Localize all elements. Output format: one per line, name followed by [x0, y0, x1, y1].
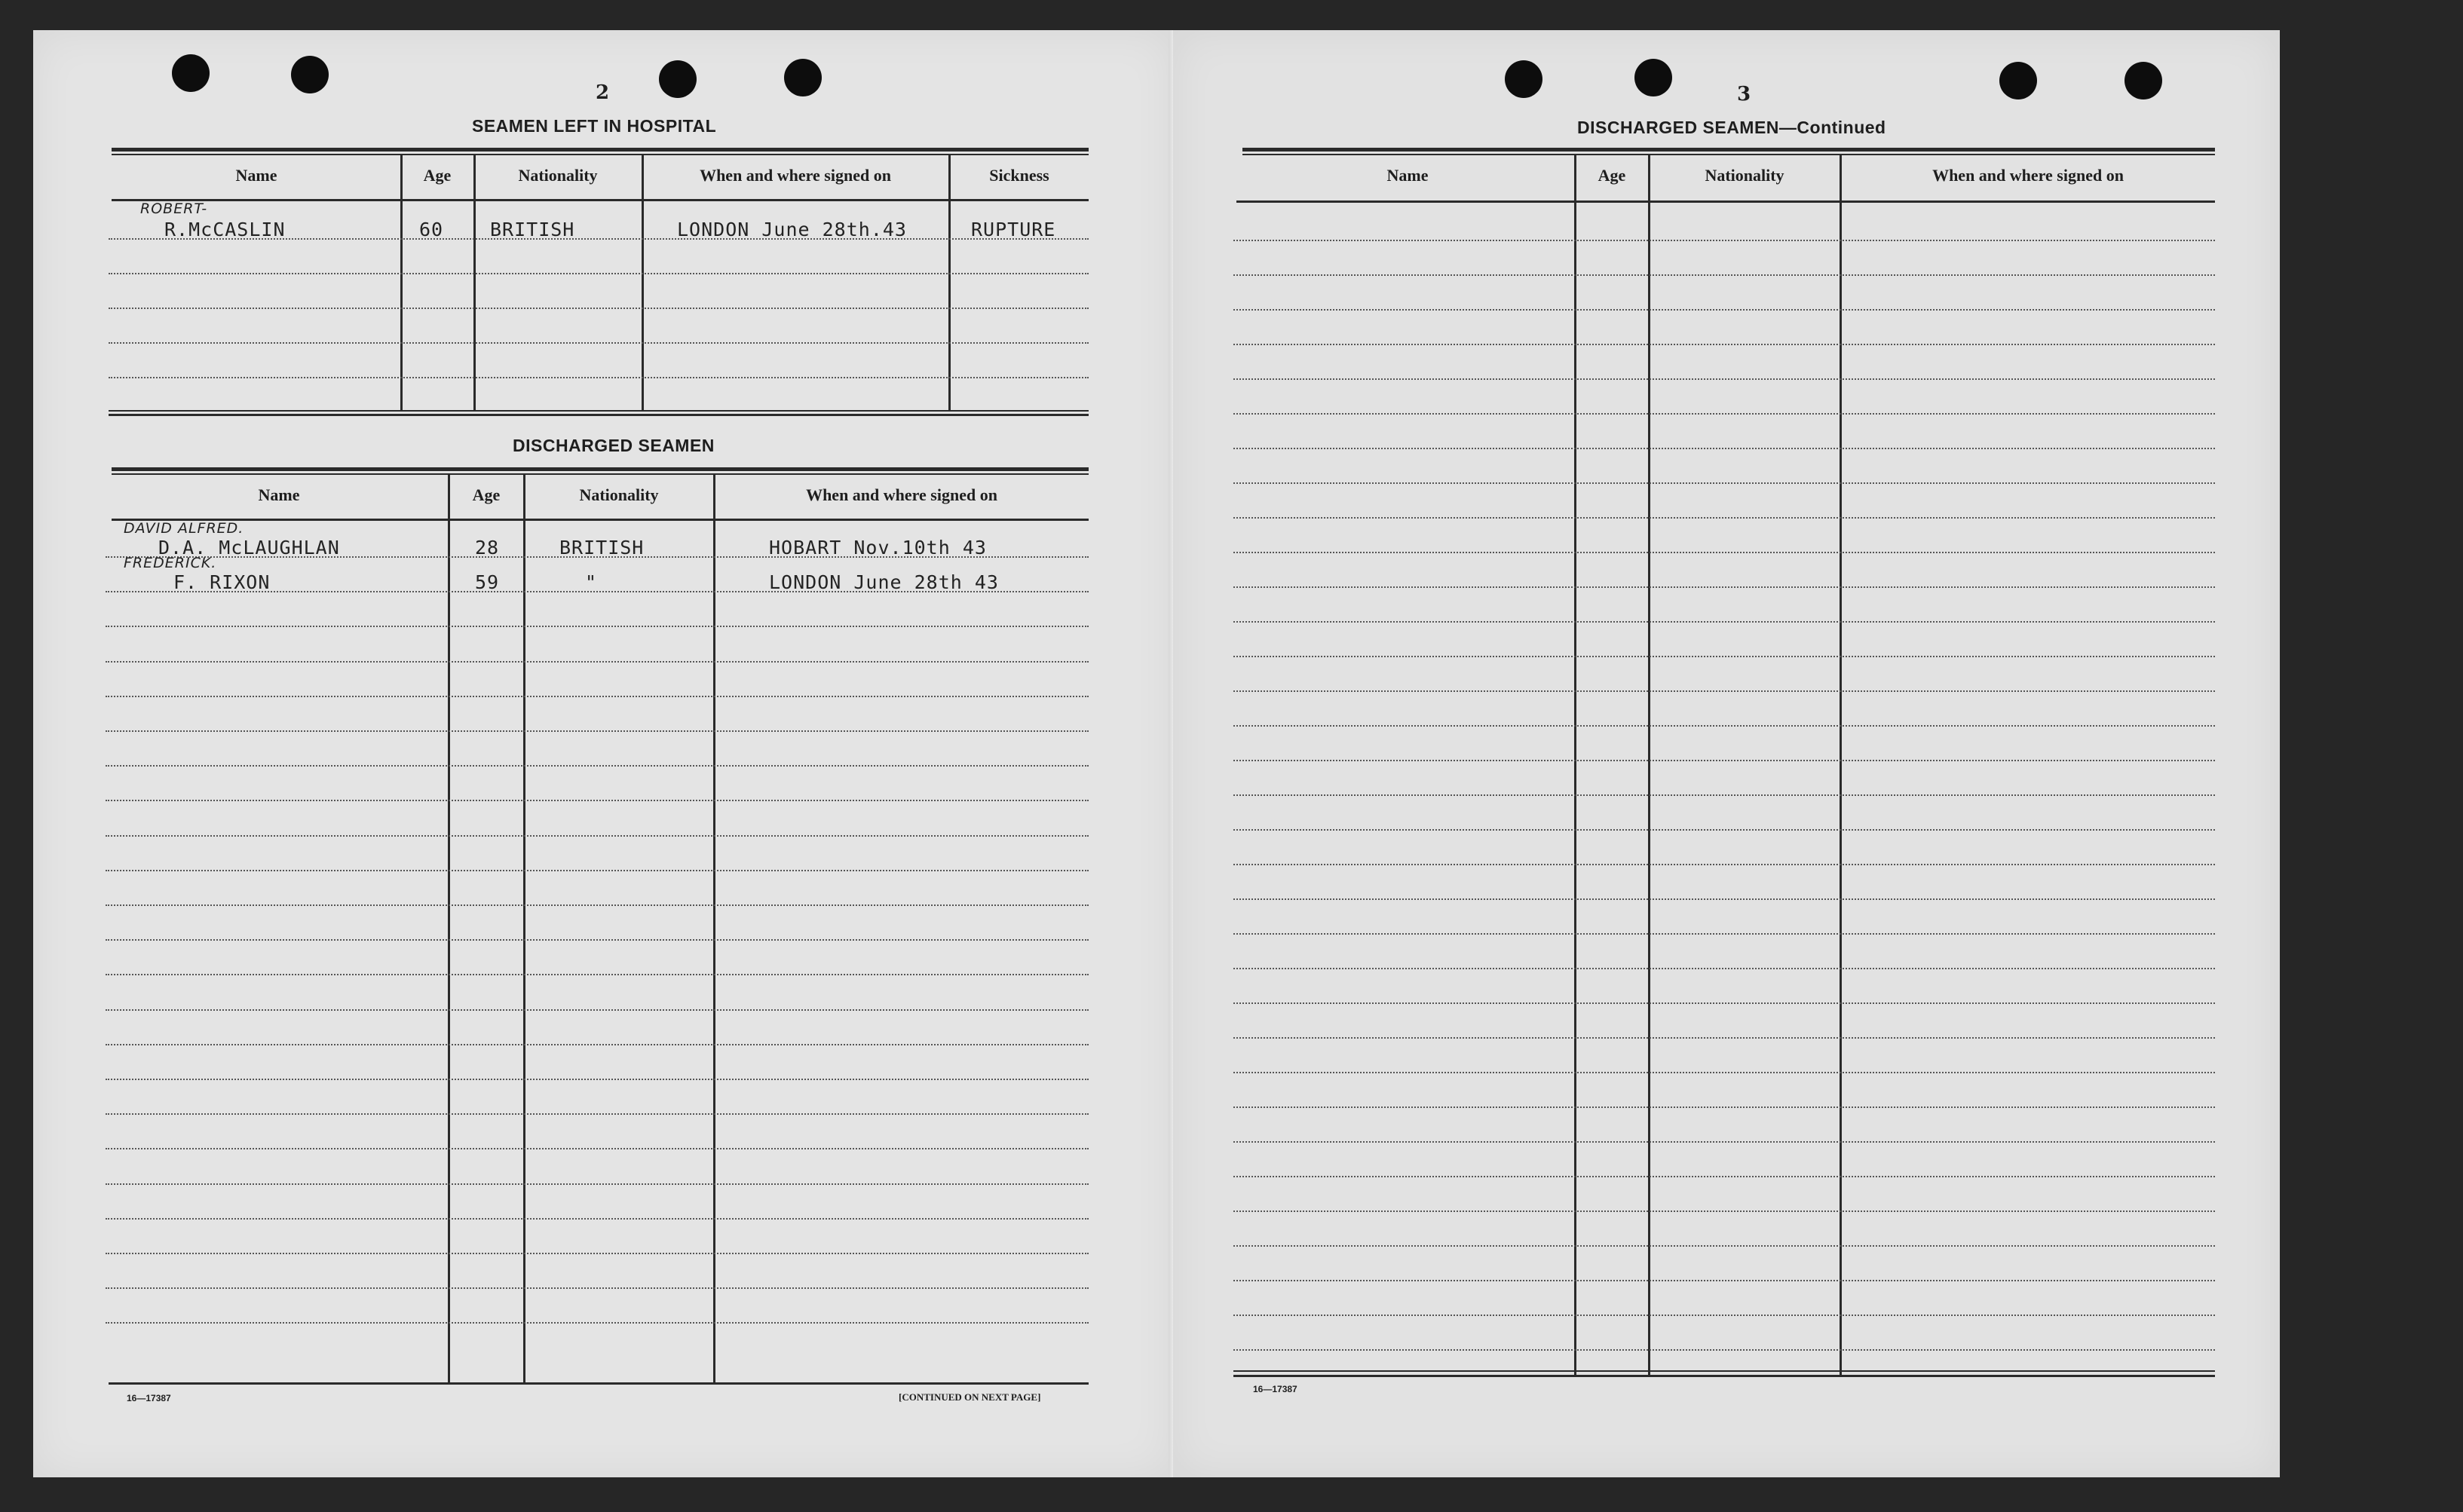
punch-hole	[172, 54, 210, 92]
table-row-line	[1233, 690, 2215, 692]
table-row-line	[109, 273, 1089, 274]
column-header-name: Name	[235, 166, 277, 185]
right-page	[1173, 30, 2280, 1477]
table-row-line	[106, 1253, 1089, 1254]
table-row-line	[1233, 933, 2215, 935]
table-row-line	[1233, 482, 2215, 484]
table-row-line	[1233, 517, 2215, 519]
column-header-signed-on: When and where signed on	[806, 485, 997, 504]
table-row-line	[106, 904, 1089, 906]
table-row-line	[109, 308, 1089, 309]
table-row-line	[1233, 864, 2215, 865]
left-page	[33, 30, 1173, 1477]
table-row-line	[1233, 413, 2215, 415]
punch-hole	[291, 56, 329, 93]
table-rule	[112, 148, 1089, 152]
punch-hole	[1634, 59, 1672, 96]
seaman-age: 28	[475, 537, 500, 559]
table-rule	[109, 1382, 1089, 1385]
table-row-line	[106, 1044, 1089, 1045]
table-row-line	[1233, 344, 2215, 345]
table-row-line	[1233, 1106, 2215, 1108]
punch-hole	[1505, 60, 1542, 98]
column-header-age: Age	[423, 166, 452, 185]
table-row-line	[1233, 968, 2215, 969]
table-row-line	[1233, 898, 2215, 900]
table-row-line	[106, 1322, 1089, 1324]
table-row-line	[106, 939, 1089, 941]
table-rule	[109, 410, 1089, 412]
column-header-sickness: Sickness	[989, 166, 1049, 185]
table-row-line	[106, 1009, 1089, 1011]
table-row-line	[1233, 1211, 2215, 1212]
table-row-line	[1233, 586, 2215, 588]
table-row-line	[106, 835, 1089, 837]
handwritten-first-name: FREDERICK.	[124, 555, 217, 571]
punch-hole	[659, 60, 697, 98]
table-row-line	[106, 661, 1089, 663]
table-rule	[1236, 200, 2215, 203]
table-rule	[112, 199, 1089, 201]
table-row-line	[1233, 274, 2215, 276]
handwritten-first-name: DAVID ALFRED.	[124, 520, 244, 537]
table-row-line	[106, 730, 1089, 732]
table-row-line	[1233, 760, 2215, 761]
table-row-line	[106, 1218, 1089, 1220]
table-row-line	[106, 974, 1089, 975]
discharged-section-title: DISCHARGED SEAMEN	[513, 436, 715, 455]
table-row-line	[106, 800, 1089, 801]
table-rule	[1242, 154, 2215, 155]
column-divider	[948, 154, 951, 412]
table-row-line	[1233, 829, 2215, 831]
hospital-section-title: SEAMEN LEFT IN HOSPITAL	[472, 116, 717, 136]
table-row-line	[1233, 1280, 2215, 1281]
table-row-line	[1233, 552, 2215, 553]
seaman-nationality: BRITISH	[490, 219, 575, 240]
column-divider	[448, 473, 450, 1384]
table-row-line	[106, 1148, 1089, 1149]
table-row-line	[106, 1287, 1089, 1289]
punch-hole	[1999, 62, 2037, 99]
page-number: 3	[1737, 83, 1751, 106]
column-header-signed-on: When and where signed on	[700, 166, 891, 185]
table-row-line	[1233, 1072, 2215, 1073]
seaman-name: F. RIXON	[173, 571, 271, 593]
seaman-nationality: BRITISH	[559, 537, 645, 559]
table-row-line	[1233, 794, 2215, 796]
table-row-line	[1233, 1037, 2215, 1039]
table-row-line	[106, 1079, 1089, 1080]
table-row-line	[106, 626, 1089, 627]
seaman-signed-on: HOBART Nov.10th 43	[769, 537, 987, 559]
table-rule	[112, 473, 1089, 475]
table-row-line	[1233, 725, 2215, 727]
punch-hole	[2124, 62, 2162, 99]
column-header-age: Age	[472, 485, 501, 504]
column-divider	[523, 473, 525, 1384]
table-row-line	[1233, 1176, 2215, 1177]
table-row-line	[106, 765, 1089, 767]
seaman-age: 59	[475, 571, 500, 593]
column-divider	[1840, 154, 1842, 1375]
page-number: 2	[596, 81, 610, 104]
column-header-nationality: Nationality	[1705, 166, 1784, 185]
table-row-line	[1233, 378, 2215, 380]
column-header-signed-on: When and where signed on	[1932, 166, 2124, 185]
table-row-line	[106, 870, 1089, 871]
form-number: 16—17387	[127, 1393, 171, 1403]
table-row-line	[106, 696, 1089, 697]
seaman-signed-on: LONDON June 28th 43	[769, 571, 999, 593]
table-row-line	[109, 342, 1089, 344]
table-row-line	[109, 377, 1089, 378]
table-rule	[109, 414, 1089, 416]
table-row-line	[1233, 1349, 2215, 1351]
table-row-line	[1233, 1002, 2215, 1004]
table-row-line	[1233, 621, 2215, 623]
column-divider	[1648, 154, 1650, 1375]
column-divider	[400, 154, 403, 412]
column-divider	[713, 473, 715, 1384]
discharged-continued-title: DISCHARGED SEAMEN—Continued	[1577, 118, 1886, 137]
table-row-line	[1233, 448, 2215, 449]
form-number: 16—17387	[1253, 1384, 1297, 1394]
punch-hole	[784, 59, 822, 96]
table-rule	[1233, 1375, 2215, 1377]
seaman-name: R.McCASLIN	[164, 219, 286, 240]
table-rule	[1242, 148, 2215, 152]
column-header-nationality: Nationality	[579, 485, 659, 504]
seaman-nationality: "	[585, 571, 598, 593]
table-row-line	[1233, 309, 2215, 311]
table-row-line	[1233, 1141, 2215, 1143]
column-header-name: Name	[1386, 166, 1429, 185]
continued-note: [CONTINUED ON NEXT PAGE]	[899, 1391, 1041, 1403]
seaman-sickness: RUPTURE	[971, 219, 1056, 240]
column-header-name: Name	[258, 485, 300, 504]
table-rule	[1233, 1370, 2215, 1372]
column-header-age: Age	[1598, 166, 1626, 185]
table-rule	[112, 467, 1089, 471]
seaman-age: 60	[419, 219, 444, 240]
column-divider	[642, 154, 644, 412]
table-rule	[112, 154, 1089, 155]
handwritten-first-name: ROBERT-	[140, 200, 208, 217]
table-row-line	[1233, 240, 2215, 241]
table-row-line	[1233, 1315, 2215, 1316]
column-divider	[1574, 154, 1576, 1375]
table-row-line	[1233, 656, 2215, 657]
column-divider	[473, 154, 476, 412]
table-row-line	[106, 1183, 1089, 1185]
seaman-signed-on: LONDON June 28th.43	[677, 219, 907, 240]
seaman-name: D.A. McLAUGHLAN	[158, 537, 340, 559]
table-row-line	[1233, 1245, 2215, 1247]
table-rule	[112, 519, 1089, 521]
table-row-line	[106, 1113, 1089, 1115]
column-header-nationality: Nationality	[518, 166, 598, 185]
